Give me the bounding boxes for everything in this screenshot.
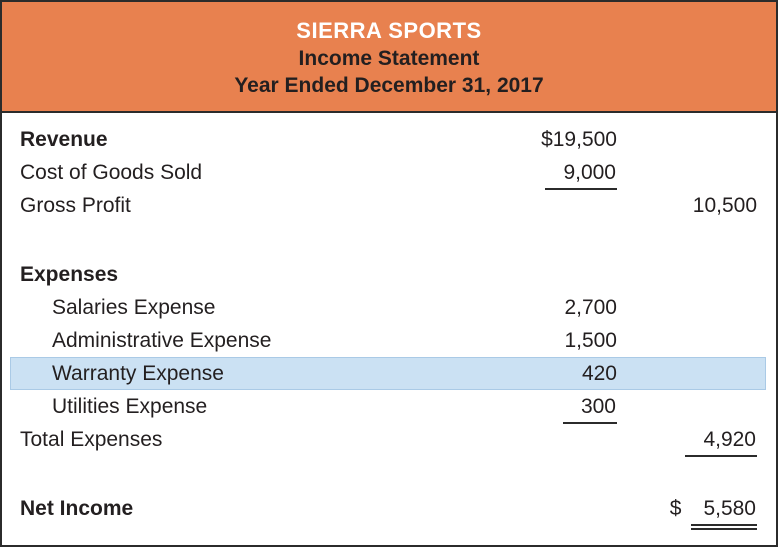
row-amount-middle-column (516, 123, 626, 156)
row-amount-right-column (626, 156, 766, 190)
amount-value: 300 (563, 392, 617, 424)
row-amount-right-column (626, 357, 766, 390)
row-label: Total Expenses (20, 428, 163, 451)
statement-row (10, 291, 766, 324)
row-label: Utilities Expense (52, 395, 208, 418)
row-label: Cost of Goods Sold (20, 161, 203, 184)
statement-row (10, 357, 766, 390)
statement-header (2, 2, 776, 113)
row-amount-middle-column (516, 189, 626, 222)
amount-value: $19,500 (541, 128, 617, 151)
company-name: SIERRA SPORTS (296, 17, 482, 43)
report-title: Income Statement (298, 46, 480, 70)
statement-row (10, 123, 766, 156)
row-amount-right-column (626, 258, 766, 291)
row-label: Administrative Expense (52, 329, 272, 352)
amount-value: 10,500 (692, 194, 757, 217)
row-amount-middle-column (516, 423, 626, 457)
row-amount-right-column (626, 189, 766, 222)
row-label: Salaries Expense (52, 296, 216, 319)
row-label: Revenue (20, 128, 108, 151)
spacer-row (10, 456, 766, 492)
row-label: Net Income (20, 497, 134, 520)
statement-body (2, 113, 776, 525)
amount-value: 4,920 (685, 425, 757, 457)
row-amount-middle-column (516, 324, 626, 357)
row-label: Warranty Expense (52, 362, 224, 385)
spacer-row (10, 222, 766, 258)
row-amount-right-column (626, 324, 766, 357)
statement-row (10, 258, 766, 291)
row-amount-right-column (626, 390, 766, 424)
row-amount-middle-column (516, 156, 626, 190)
row-amount-right-column (626, 123, 766, 156)
statement-row (10, 156, 766, 189)
row-amount-middle-column (516, 258, 626, 291)
amount-value: 420 (581, 362, 617, 385)
row-amount-right-column (626, 291, 766, 324)
row-amount-right-column (626, 423, 766, 457)
currency-symbol: $ (669, 497, 682, 520)
row-label: Gross Profit (20, 194, 131, 217)
amount-value: 1,500 (564, 329, 617, 352)
amount-value: 9,000 (545, 158, 617, 190)
statement-row (10, 324, 766, 357)
statement-row (10, 423, 766, 456)
row-amount-middle-column (516, 492, 626, 530)
row-amount-middle-column (516, 291, 626, 324)
row-amount-middle-column (516, 357, 626, 390)
amount-value: 2,700 (564, 296, 617, 319)
amount-value: 5,580 (691, 494, 757, 530)
row-amount-middle-column (516, 390, 626, 424)
row-label: Expenses (20, 263, 119, 286)
statement-row (10, 390, 766, 423)
row-amount-right-column (626, 492, 766, 530)
report-period: Year Ended December 31, 2017 (234, 73, 544, 97)
statement-row (10, 189, 766, 222)
statement-row (10, 492, 766, 525)
